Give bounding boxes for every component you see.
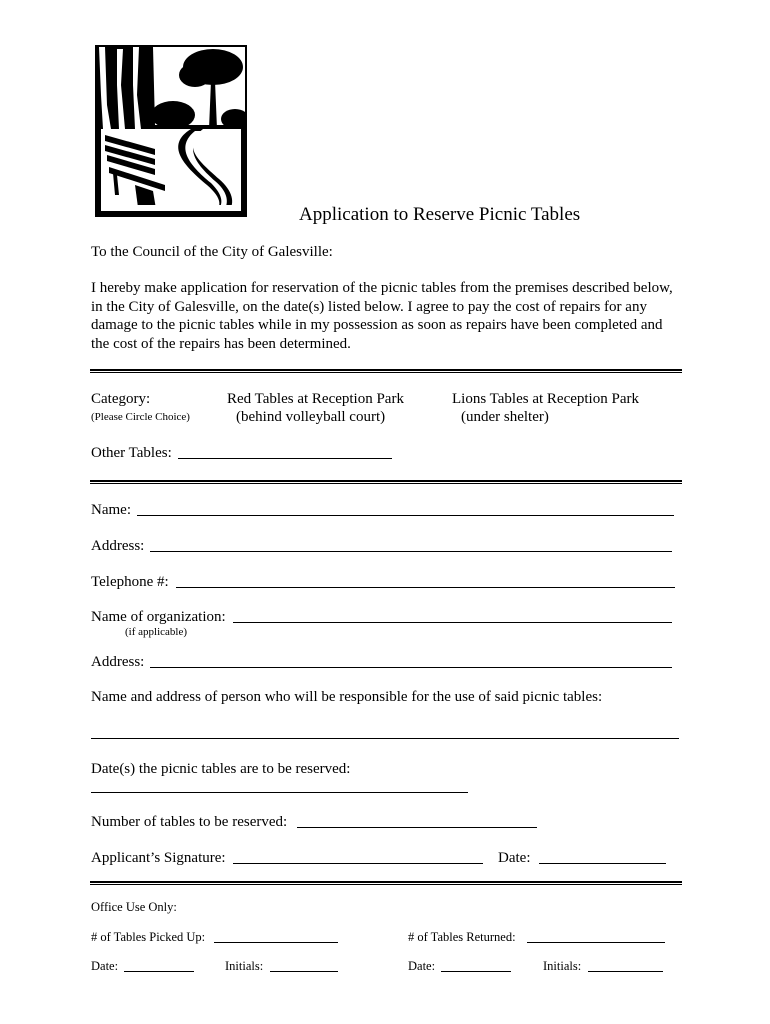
telephone-label: Telephone #: bbox=[91, 574, 169, 590]
returned-field[interactable] bbox=[527, 942, 665, 943]
address2-field[interactable] bbox=[150, 667, 672, 668]
intro-line: damage to the picnic tables while in my possession as soon as repairs have been completed and bbox=[91, 317, 663, 333]
option-red-tables-note: (behind volleyball court) bbox=[236, 409, 386, 425]
office-initials-field[interactable] bbox=[270, 971, 338, 972]
intro-line: I hereby make application for reservation of the picnic tables from the premises described below, bbox=[91, 280, 673, 296]
dates-label: Date(s) the picnic tables are to be reserved: bbox=[91, 761, 351, 777]
page-title: Application to Reserve Picnic Tables bbox=[299, 204, 581, 225]
num-tables-field[interactable] bbox=[297, 827, 537, 828]
telephone-field[interactable] bbox=[176, 587, 675, 588]
picked-up-field[interactable] bbox=[214, 942, 338, 943]
section-divider bbox=[90, 369, 682, 371]
num-tables-label: Number of tables to be reserved: bbox=[91, 814, 288, 830]
option-lions-tables-note: (under shelter) bbox=[461, 409, 549, 425]
signature-date-label: Date: bbox=[498, 850, 531, 866]
office-return-date-label: Date: bbox=[408, 959, 436, 973]
returned-label: # of Tables Returned: bbox=[408, 930, 516, 944]
signature-date-field[interactable] bbox=[539, 863, 666, 864]
option-lions-tables[interactable]: Lions Tables at Reception Park bbox=[452, 391, 639, 407]
park-bench-logo bbox=[95, 45, 247, 217]
other-tables-label: Other Tables: bbox=[91, 445, 172, 461]
dates-field[interactable] bbox=[91, 792, 468, 793]
section-divider bbox=[90, 881, 682, 883]
organization-field[interactable] bbox=[233, 622, 672, 623]
responsible-label: Name and address of person who will be responsible for the use of said picnic tables: bbox=[91, 689, 603, 705]
other-tables-field[interactable] bbox=[178, 458, 392, 459]
organization-note: (if applicable) bbox=[125, 626, 187, 638]
category-label: Category: bbox=[91, 391, 151, 407]
office-return-initials-field[interactable] bbox=[588, 971, 663, 972]
signature-field[interactable] bbox=[233, 863, 483, 864]
intro-line: in the City of Galesville, on the date(s) listed below. I agree to pay the cost of repairs for any bbox=[91, 298, 647, 315]
office-date-field[interactable] bbox=[124, 971, 194, 972]
name-label: Name: bbox=[91, 502, 131, 518]
office-use-heading: Office Use Only: bbox=[91, 900, 177, 914]
office-return-date-field[interactable] bbox=[441, 971, 511, 972]
organization-label: Name of organization: bbox=[91, 609, 226, 625]
address-label: Address: bbox=[91, 538, 145, 554]
salutation: To the Council of the City of Galesville: bbox=[91, 244, 333, 260]
signature-label: Applicant’s Signature: bbox=[91, 850, 226, 866]
office-return-initials-label: Initials: bbox=[543, 959, 582, 973]
office-initials-label: Initials: bbox=[225, 959, 264, 973]
picked-up-label: # of Tables Picked Up: bbox=[91, 930, 206, 944]
address-field[interactable] bbox=[150, 551, 672, 552]
office-date-label: Date: bbox=[91, 959, 119, 973]
option-red-tables[interactable]: Red Tables at Reception Park bbox=[227, 391, 404, 407]
intro-line: the cost of the repairs has been determined. bbox=[91, 335, 351, 352]
section-divider bbox=[90, 480, 682, 482]
name-field[interactable] bbox=[137, 515, 674, 516]
address2-label: Address: bbox=[91, 654, 145, 670]
responsible-field[interactable] bbox=[91, 738, 679, 739]
intro-paragraph bbox=[91, 279, 691, 353]
category-note: (Please Circle Choice) bbox=[91, 411, 190, 423]
